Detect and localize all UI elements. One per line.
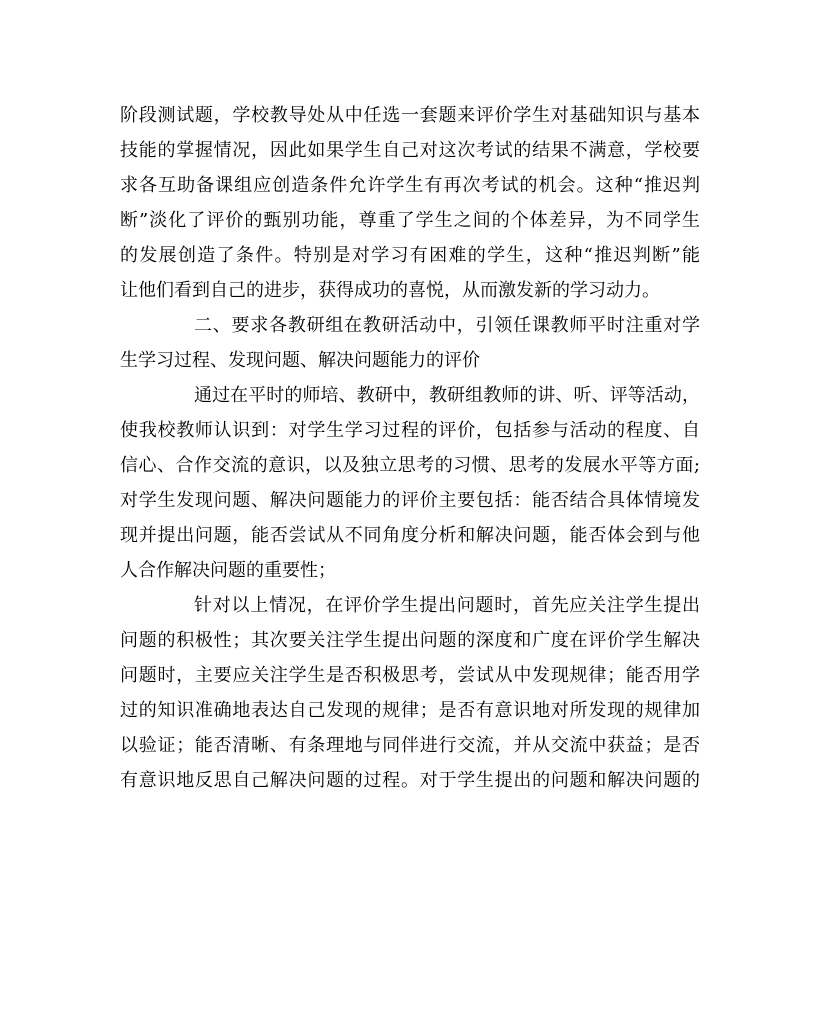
text-line: 现并提出问题，能否尝试从不同角度分析和解决问题，能否体会到与他 [120,525,700,546]
text-line: 问题时，主要应关注学生是否积极思考，尝试从中发现规律；能否用学 [120,665,700,686]
text-line: 技能的掌握情况，因此如果学生自己对这次考试的结果不满意，学校要 [120,140,700,161]
text-line: 使我校教师认识到：对学生学习过程的评价，包括参与活动的程度、自 [120,420,700,441]
text-line: 阶段测试题，学校教导处从中任选一套题来评价学生对基础知识与基本 [120,105,700,126]
section-heading [120,308,700,378]
text-line: 有意识地反思自己解决问题的过程。对于学生提出的问题和解决问题的 [120,770,700,791]
paragraph-4 [120,588,700,798]
document-body [120,98,700,798]
text-line: 信心、合作交流的意识，以及独立思考的习惯、思考的发展水平等方面; [120,455,700,476]
text-line: 过的知识准确地表达自己发现的规律；是否有意识地对所发现的规律加 [120,700,700,721]
text-line: 问题的积极性；其次要关注学生提出问题的深度和广度在评价学生解决 [120,630,700,651]
text-line: 二、要求各教研组在教研活动中，引领任课教师平时注重对学 [194,315,700,336]
text-line: 生学习过程、发现问题、解决问题能力的评价 [120,350,480,371]
paragraph-1 [120,98,700,308]
text-line: 的发展创造了条件。特别是对学习有困难的学生，这种“推迟判断”能 [120,245,700,266]
text-line: 以验证；能否清晰、有条理地与同伴进行交流，并从交流中获益；是否 [120,735,700,756]
text-line: 通过在平时的师培、教研中，教研组教师的讲、听、评等活动， [194,385,700,406]
text-line: 让他们看到自己的进步，获得成功的喜悦，从而激发新的学习动力。 [120,280,660,301]
text-line: 人合作解决问题的重要性； [120,560,336,581]
text-line: 针对以上情况，在评价学生提出问题时，首先应关注学生提出 [194,595,700,616]
text-line: 求各互助备课组应创造条件允许学生有再次考试的机会。这种“推迟判 [120,175,700,196]
text-line: 断”淡化了评价的甄别功能，尊重了学生之间的个体差异，为不同学生 [120,210,700,231]
text-line: 对学生发现问题、解决问题能力的评价主要包括：能否结合具体情境发 [120,490,700,511]
paragraph-3 [120,378,700,588]
